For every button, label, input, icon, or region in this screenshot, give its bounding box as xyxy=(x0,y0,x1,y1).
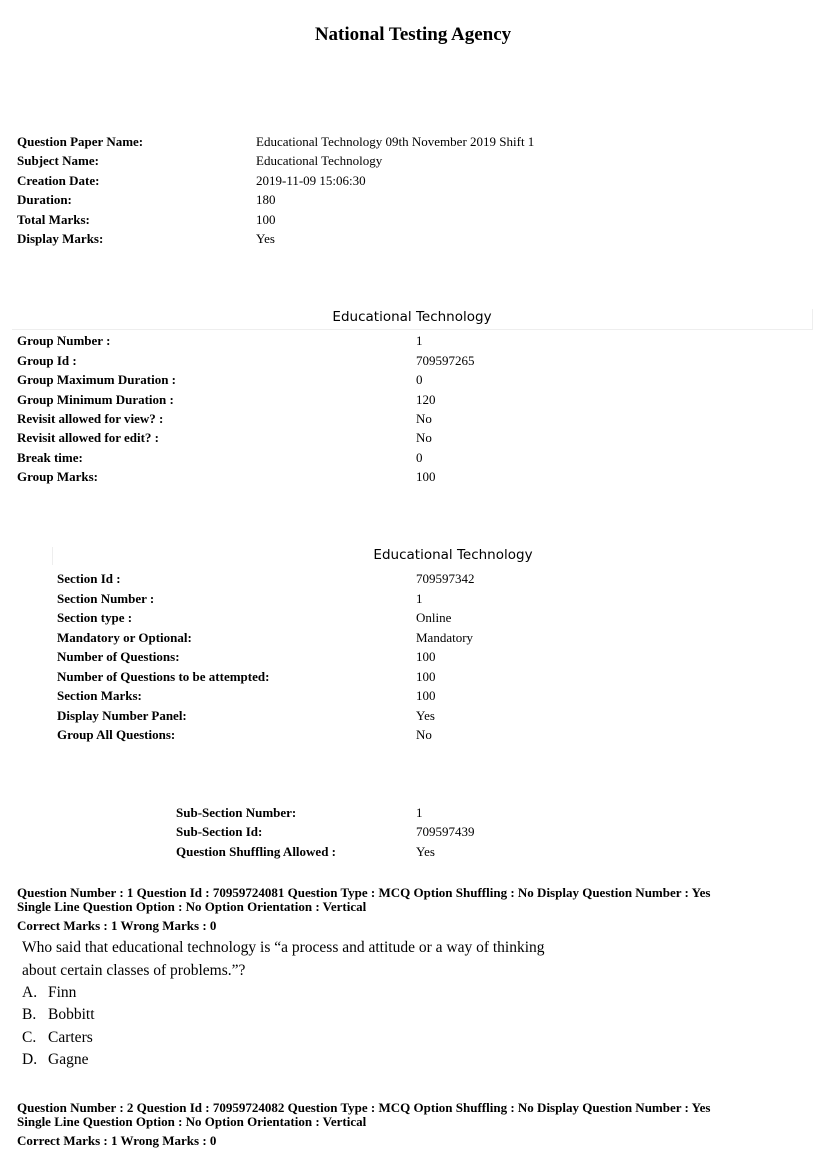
section-row-value: No xyxy=(416,727,432,742)
section-row-value: Mandatory xyxy=(416,630,474,645)
duration-label: Duration: xyxy=(17,192,72,207)
page-title: National Testing Agency xyxy=(314,24,512,45)
group-row-label: Revisit allowed for edit? : xyxy=(17,430,160,445)
section-row-label: Mandatory or Optional: xyxy=(57,630,192,645)
subsection-row-value: 1 xyxy=(416,805,423,820)
group-row-label: Group Minimum Duration : xyxy=(17,392,174,407)
section-row-value: Online xyxy=(416,610,452,625)
section-row-label: Section Id : xyxy=(57,571,121,586)
group-row-value: No xyxy=(416,411,432,426)
group-row-value: 100 xyxy=(416,469,436,484)
question-marks: Correct Marks : 1 Wrong Marks : 0 xyxy=(17,1133,217,1148)
question-meta: Single Line Question Option : No Option Orientation : Vertical xyxy=(17,1114,367,1129)
group-row-label: Group Maximum Duration : xyxy=(17,372,177,387)
group-row-value: 709597265 xyxy=(416,353,475,368)
subject-name-label: Subject Name: xyxy=(17,153,99,168)
section-row-label: Section Marks: xyxy=(57,688,142,703)
display-marks-label: Display Marks: xyxy=(17,231,104,246)
question-meta: Question Number : 1 Question Id : 70959724081 Question Type : MCQ Option Shuffling : No Display Question Number : Yes xyxy=(17,885,711,900)
subsection-row-label: Sub-Section Id: xyxy=(176,824,263,839)
option-letter: B. xyxy=(22,1006,37,1023)
section-heading: Educational Technology xyxy=(52,547,826,565)
paper-name-value: Educational Technology 09th November 2019 Shift 1 xyxy=(256,134,535,149)
group-row-label: Group Id : xyxy=(17,353,77,368)
total-marks-label: Total Marks: xyxy=(17,212,90,227)
section-row-label: Section type : xyxy=(57,610,133,625)
question-text: Who said that educational technology is “a process and attitude or a way of thinking xyxy=(22,939,545,956)
section-row-value: 100 xyxy=(416,649,436,664)
group-row-label: Group Number : xyxy=(17,333,111,348)
option-b xyxy=(22,1004,95,1026)
section-row-label: Number of Questions to be attempted: xyxy=(57,669,270,684)
section-row-value: 100 xyxy=(416,688,436,703)
question-marks: Correct Marks : 1 Wrong Marks : 0 xyxy=(17,918,217,933)
option-text: Carters xyxy=(48,1029,93,1046)
group-row-label: Break time: xyxy=(17,450,83,465)
option-text: Finn xyxy=(48,984,77,1001)
question-meta: Single Line Question Option : No Option Orientation : Vertical xyxy=(17,899,367,914)
question-text: about certain classes of problems.”? xyxy=(22,962,246,979)
option-letter: C. xyxy=(22,1029,37,1046)
section-row-label: Section Number : xyxy=(57,591,155,606)
option-d xyxy=(22,1049,88,1071)
subsection-row-value: Yes xyxy=(416,844,435,859)
total-marks-value: 100 xyxy=(256,212,276,227)
group-row-value: No xyxy=(416,430,432,445)
group-row-value: 0 xyxy=(416,372,423,387)
creation-date-value: 2019-11-09 15:06:30 xyxy=(256,173,366,188)
section-row-value: 709597342 xyxy=(416,571,475,586)
option-c xyxy=(22,1027,93,1049)
group-row-value: 120 xyxy=(416,392,436,407)
paper-name-label: Question Paper Name: xyxy=(17,134,144,149)
display-marks-value: Yes xyxy=(256,231,275,246)
option-letter: D. xyxy=(22,1051,38,1068)
option-letter: A. xyxy=(22,984,38,1001)
section-row-value: 100 xyxy=(416,669,436,684)
subsection-row-label: Question Shuffling Allowed : xyxy=(176,844,337,859)
group-row-value: 0 xyxy=(416,450,423,465)
section-row-value: Yes xyxy=(416,708,435,723)
creation-date-label: Creation Date: xyxy=(17,173,100,188)
subsection-row-label: Sub-Section Number: xyxy=(176,805,297,820)
group-row-label: Revisit allowed for view? : xyxy=(17,411,164,426)
option-a xyxy=(22,982,76,1004)
question-meta: Question Number : 2 Question Id : 70959724082 Question Type : MCQ Option Shuffling : No Display Question Number : Yes xyxy=(17,1100,711,1115)
subsection-row-value: 709597439 xyxy=(416,824,475,839)
option-text: Bobbitt xyxy=(48,1006,95,1023)
subject-name-value: Educational Technology xyxy=(256,153,383,168)
section-row-value: 1 xyxy=(416,591,423,606)
option-text: Gagne xyxy=(48,1051,89,1068)
section-row-label: Number of Questions: xyxy=(57,649,180,664)
group-row-value: 1 xyxy=(416,333,423,348)
duration-value: 180 xyxy=(256,192,276,207)
group-row-label: Group Marks: xyxy=(17,469,99,484)
group-heading: Educational Technology xyxy=(12,309,813,330)
section-row-label: Display Number Panel: xyxy=(57,708,187,723)
section-row-label: Group All Questions: xyxy=(57,727,176,742)
